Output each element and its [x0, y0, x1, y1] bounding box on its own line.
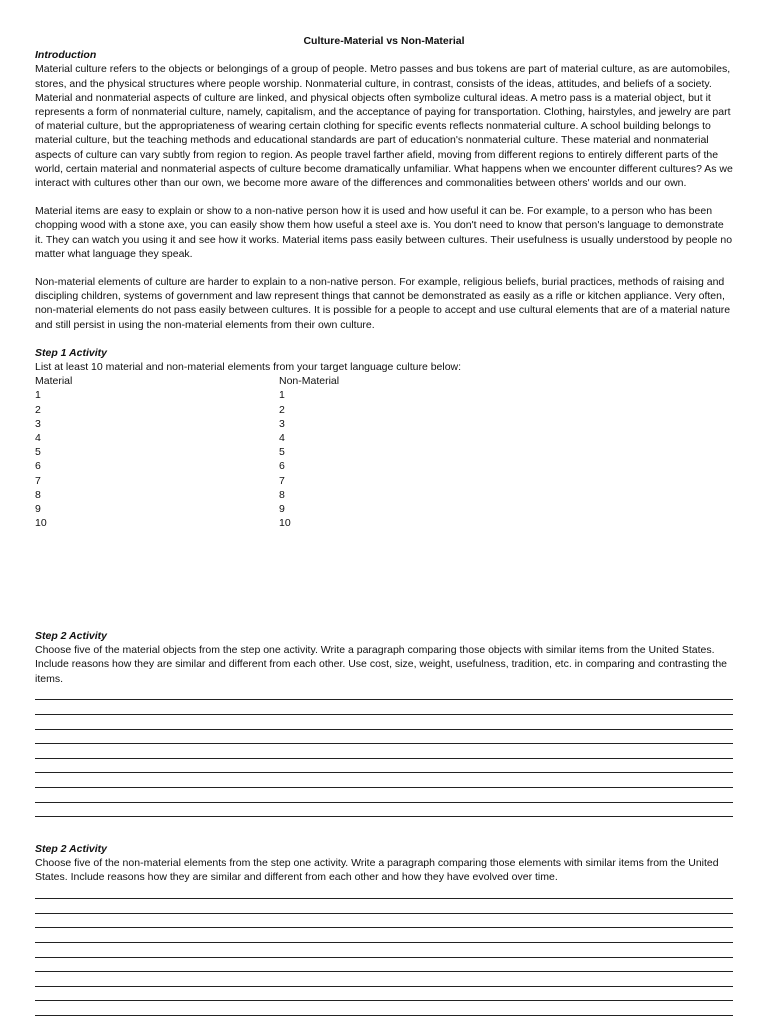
material-item-number[interactable]: 10	[35, 517, 47, 530]
material-item-number[interactable]: 5	[35, 446, 41, 459]
answer-line[interactable]	[35, 885, 733, 900]
material-item-number[interactable]: 4	[35, 432, 41, 445]
step1-row	[35, 459, 733, 473]
step1-row	[35, 445, 733, 459]
intro-paragraph-2: Material items are easy to explain or show to a non-native person how it is used and how useful it can be. For example, to a person who has been chopping wood with a stone axe, you can easily show them how useful a steel axe is. You don't need to know that person's language to demonstrate it. They can watch you using it and see how it works. Material items pass easily between cultures. Their usefulness is usually understood by people no matter what language they speak.	[35, 205, 733, 260]
answer-line[interactable]	[35, 958, 733, 973]
answer-line[interactable]	[35, 744, 733, 759]
step1-instruction: List at least 10 material and non-material elements from your target language culture below:	[35, 361, 462, 374]
step2-material-heading: Step 2 Activity	[35, 630, 107, 642]
intro-paragraph-3: Non-material elements of culture are harder to explain to a non-native person. For example, religious beliefs, burial practices, methods of raising and discipling children, systems of government and law represent things that cannot be demonstrated as easily as a rifle or kitchen appliance. Very often, non-material elements do not pass easily between cultures. It is possible for a people to accept and use cultural elements that are of a material nature and still persist in using the non-material elements from their own culture.	[35, 276, 731, 331]
nonmaterial-item-number[interactable]: 6	[279, 460, 285, 473]
nonmaterial-item-number[interactable]: 5	[279, 446, 285, 459]
step2-nonmaterial-heading: Step 2 Activity	[35, 843, 107, 855]
step2-nonmaterial-instruction: Choose five of the non-material elements from the step one activity. Write a paragraph comparing those elements with similar items from the United States. Include reasons how they are similar and different from each other and how they have evolved over time.	[35, 857, 719, 884]
material-item-number[interactable]: 9	[35, 503, 41, 516]
answer-line[interactable]	[35, 773, 733, 788]
material-item-number[interactable]: 2	[35, 403, 41, 416]
document-title: Culture-Material vs Non-Material	[303, 35, 465, 47]
nonmaterial-item-number[interactable]: 10	[279, 517, 291, 530]
step1-number-list	[35, 388, 733, 530]
nonmaterial-item-number[interactable]: 1	[279, 389, 285, 402]
nonmaterial-item-number[interactable]: 2	[279, 403, 285, 416]
answer-line[interactable]	[35, 1001, 733, 1016]
step2-material-instruction: Choose five of the material objects from the step one activity. Write a paragraph comparing those objects with similar items from the United States. Include reasons how they are similar and different from each other. Use cost, size, weight, usefulness, tradition, etc. in comparing and contrasting the items.	[35, 644, 728, 685]
intro-heading: Introduction	[35, 49, 97, 62]
nonmaterial-item-number[interactable]: 4	[279, 432, 285, 445]
nonmaterial-item-number[interactable]: 3	[279, 417, 285, 430]
answer-line[interactable]	[35, 715, 733, 730]
nonmaterial-item-number[interactable]: 8	[279, 488, 285, 501]
step1-column-headers	[35, 374, 733, 388]
nonmaterial-column-header: Non-Material	[279, 375, 340, 388]
step1-row	[35, 388, 733, 402]
nonmaterial-item-number[interactable]: 9	[279, 503, 285, 516]
material-item-number[interactable]: 6	[35, 460, 41, 473]
step1-row	[35, 403, 733, 417]
document-page	[35, 34, 733, 884]
material-item-number[interactable]: 7	[35, 474, 41, 487]
answer-line[interactable]	[35, 928, 733, 943]
step1-row	[35, 431, 733, 445]
answer-line[interactable]	[35, 803, 733, 818]
step1-row	[35, 488, 733, 502]
material-item-number[interactable]: 3	[35, 417, 41, 430]
intro-paragraph-1: Material culture refers to the objects or belongings of a group of people. Metro passes and bus tokens are part of material culture, as are automobiles, stores, and the physical structures where people worship. Nonmaterial culture, in contrast, consists of the ideas, attitudes, and beliefs of a society. Material and nonmaterial aspects of culture are linked, and physical objects often symbolize cultural ideas. A metro pass is a material object, but it represents a form of nonmaterial culture, namely, capitalism, and the acceptance of paying for transportation. Clothing, hairstyles, and jewelry are part of material culture, but the appropriateness of wearing certain clothing for specific events reflects nonmaterial culture. A school building belongs to material culture, but the teaching methods and educational standards are part of education's nonmaterial culture. These material and nonmaterial aspects of culture can vary subtly from region to region. As people travel farther afield, moving from different regions to entirely different parts of the world, certain material and nonmaterial aspects of culture become dramatically unfamiliar. What happens when we encounter different cultures? As we interact with cultures other than our own, we become more aware of the differences and commonalities between others' worlds and our own.	[35, 63, 733, 190]
step2-material-section	[35, 629, 733, 817]
answer-line[interactable]	[35, 700, 733, 715]
answer-line[interactable]	[35, 943, 733, 958]
answer-line[interactable]	[35, 788, 733, 803]
material-item-number[interactable]: 1	[35, 389, 41, 402]
step1-row	[35, 474, 733, 488]
answer-line[interactable]	[35, 686, 733, 701]
material-item-number[interactable]: 8	[35, 488, 41, 501]
nonmaterial-item-number[interactable]: 7	[279, 474, 285, 487]
answer-line[interactable]	[35, 730, 733, 745]
step1-row	[35, 516, 733, 530]
material-column-header: Material	[35, 375, 73, 388]
step1-heading: Step 1 Activity	[35, 346, 107, 359]
answer-line[interactable]	[35, 914, 733, 929]
step2-material-answer-lines[interactable]	[35, 686, 733, 817]
answer-line[interactable]	[35, 972, 733, 987]
answer-line[interactable]	[35, 899, 733, 914]
step1-row	[35, 502, 733, 516]
answer-line[interactable]	[35, 759, 733, 774]
step2-nonmaterial-answer-lines[interactable]	[35, 885, 733, 1016]
step1-row	[35, 417, 733, 431]
step2-nonmaterial-section	[35, 842, 733, 1016]
answer-line[interactable]	[35, 987, 733, 1002]
